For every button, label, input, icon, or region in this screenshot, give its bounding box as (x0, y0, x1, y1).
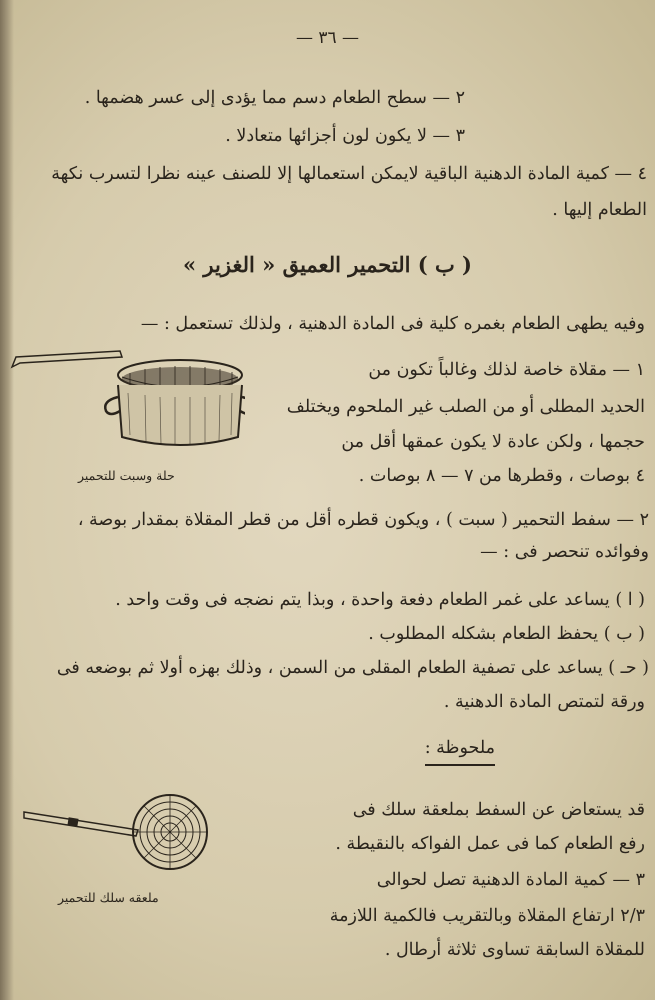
wire-spoon-illustration (20, 790, 220, 880)
item1-line4: ٤ بوصات ، وقطرها من ٧ — ٨ بوصات . (358, 466, 645, 486)
benefit-b: ( ب ) يحفظ الطعام بشكله المطلوب . (368, 624, 645, 644)
item3-line3: للمقلاة السابقة تساوى ثلاثة أرطال . (384, 940, 645, 960)
page-number: — ٣٦ — (295, 28, 360, 48)
book-gutter-shadow (0, 0, 14, 1000)
note-line1: قد يستعاض عن السفط بملعقة سلك فى (352, 800, 645, 820)
item2-line2: وفوائده تنحصر فى : — (480, 542, 649, 562)
benefit-c: ( حـ ) يساعد على تصفية الطعام المقلى من السمن ، وذلك بهزه أولا ثم بوضعه فى (56, 658, 649, 678)
list1-item4-cont: الطعام إليها . (552, 200, 647, 220)
note-title: ملحوظة : (425, 738, 495, 766)
benefit-a: ( ا ) يساعد على غمر الطعام دفعة واحدة ، وبذا يتم نضجه فى وقت واحد . (115, 590, 645, 610)
benefit-c-cont: ورقة لتمتص المادة الدهنية . (443, 692, 645, 712)
note-line2: رفع الطعام كما فى عمل الفواكه بالنقيطة . (335, 834, 645, 854)
item3-line1: ٣ — كمية المادة الدهنية تصل لحوالى (376, 870, 645, 890)
item3-line2: ٢/٣ ارتفاع المقلاة وبالتقريب فالكمية اللازمة (329, 906, 645, 926)
list1-item4: ٤ — كمية المادة الدهنية الباقية لايمكن استعمالها إلا للصنف عينه نظرا لتسرب نكهة (51, 164, 647, 184)
figure1-caption: حلة وسبت للتحمير (78, 468, 175, 483)
list1-item2: ٢ — سطح الطعام دسم مما يؤدى إلى عسر هضمها . (84, 88, 465, 108)
item1-line2: الحديد المطلى أو من الصلب غير الملحوم ويختلف (286, 397, 645, 417)
item1-line1: ١ — مقلاة خاصة لذلك وغالباً تكون من (368, 360, 645, 380)
intro-line: وفيه يطهى الطعام بغمره كلية فى المادة الدهنية ، ولذلك تستعمل : — (140, 314, 645, 334)
section-heading: ( ب ) التحمير العميق « الغزير » (183, 252, 472, 277)
item1-line3: حجمها ، ولكن عادة لا يكون عمقها أقل من (341, 432, 645, 452)
list1-item3: ٣ — لا يكون لون أجزائها متعادلا . (225, 126, 465, 146)
item2-line1: ٢ — سفط التحمير ( سبت ) ، ويكون قطره أقل من قطر المقلاة بمقدار بوصة ، (77, 510, 649, 530)
frying-pot-basket-illustration (10, 345, 245, 455)
figure2-caption: ملعقه سلك للتحمير (58, 890, 159, 905)
